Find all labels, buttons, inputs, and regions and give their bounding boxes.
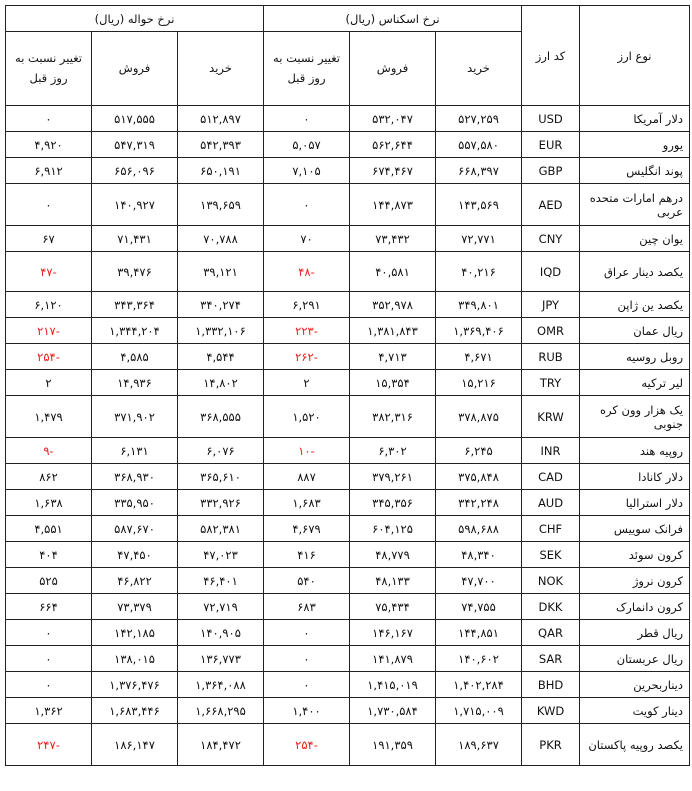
table-row (6, 226, 690, 252)
transfer-sell-cell: ۴۶,۸۲۲ (92, 568, 178, 594)
cash-sell-cell: ۷۵,۴۳۴ (350, 594, 436, 620)
cash-sell-cell: ۴,۷۱۳ (350, 344, 436, 370)
cash-buy-cell: ۴,۶۷۱ (436, 344, 522, 370)
transfer-change-cell: ۶,۹۱۲ (6, 158, 92, 184)
currency-name-cell: دینار کویت (580, 698, 690, 724)
transfer-buy-cell: ۱,۳۳۲,۱۰۶ (178, 318, 264, 344)
header-cash-buy: خرید (436, 32, 522, 106)
cash-sell-cell: ۵۶۲,۶۴۴ (350, 132, 436, 158)
currency-code-cell: CHF (522, 516, 580, 542)
currency-code-cell: TRY (522, 370, 580, 396)
currency-code-cell: NOK (522, 568, 580, 594)
transfer-change-cell: -۲۵۴ (6, 344, 92, 370)
transfer-buy-cell: ۵۸۲,۳۸۱ (178, 516, 264, 542)
currency-name-cell: دلار کانادا (580, 464, 690, 490)
table-row (6, 370, 690, 396)
header-cash-change: تغییر نسبت به روز قبل (264, 32, 350, 106)
cash-buy-cell: ۵۲۷,۲۵۹ (436, 106, 522, 132)
currency-name-cell: کرون نروژ (580, 568, 690, 594)
cash-buy-cell: ۱,۳۶۹,۴۰۶ (436, 318, 522, 344)
cash-buy-cell: ۴۸,۳۴۰ (436, 542, 522, 568)
currency-code-cell: JPY (522, 292, 580, 318)
currency-name-cell: کرون دانمارک (580, 594, 690, 620)
cash-sell-cell: ۵۳۲,۰۴۷ (350, 106, 436, 132)
currency-code-cell: QAR (522, 620, 580, 646)
cash-buy-cell: ۳۴۲,۲۴۸ (436, 490, 522, 516)
cash-buy-cell: ۱۸۹,۶۳۷ (436, 724, 522, 766)
transfer-sell-cell: ۳۹,۴۷۶ (92, 252, 178, 292)
transfer-buy-cell: ۱۴۰,۹۰۵ (178, 620, 264, 646)
transfer-change-cell: ۸۶۲ (6, 464, 92, 490)
transfer-buy-cell: ۱۸۴,۴۷۲ (178, 724, 264, 766)
transfer-change-cell: ۰ (6, 620, 92, 646)
cash-change-cell: ۷۰ (264, 226, 350, 252)
table-body (6, 106, 690, 766)
currency-code-cell: AED (522, 184, 580, 226)
cash-buy-cell: ۵۵۷,۵۸۰ (436, 132, 522, 158)
currency-name-cell: دلار آمریکا (580, 106, 690, 132)
currency-code-cell: KRW (522, 396, 580, 438)
transfer-buy-cell: ۳۴۰,۲۷۴ (178, 292, 264, 318)
currency-name-cell: یکصد ین ژاپن (580, 292, 690, 318)
transfer-sell-cell: ۶,۱۳۱ (92, 438, 178, 464)
cash-sell-cell: ۱,۳۸۱,۸۴۳ (350, 318, 436, 344)
currency-name-cell: کرون سوئد (580, 542, 690, 568)
transfer-sell-cell: ۱۳۸,۰۱۵ (92, 646, 178, 672)
transfer-sell-cell: ۱,۳۴۴,۲۰۴ (92, 318, 178, 344)
cash-sell-cell: ۱۴۱,۸۷۹ (350, 646, 436, 672)
transfer-buy-cell: ۶۵۰,۱۹۱ (178, 158, 264, 184)
currency-code-cell: PKR (522, 724, 580, 766)
cash-sell-cell: ۳۷۹,۲۶۱ (350, 464, 436, 490)
table-row (6, 464, 690, 490)
cash-buy-cell: ۵۹۸,۶۸۸ (436, 516, 522, 542)
header-transfer-group: نرخ حواله (ریال) (6, 6, 264, 32)
cash-sell-cell: ۶,۳۰۲ (350, 438, 436, 464)
table-row (6, 620, 690, 646)
transfer-change-cell: ۱,۶۳۸ (6, 490, 92, 516)
transfer-sell-cell: ۴,۵۸۵ (92, 344, 178, 370)
transfer-buy-cell: ۳۶۵,۶۱۰ (178, 464, 264, 490)
currency-code-cell: USD (522, 106, 580, 132)
cash-change-cell: ۶,۲۹۱ (264, 292, 350, 318)
transfer-sell-cell: ۱,۳۷۶,۴۷۶ (92, 672, 178, 698)
transfer-sell-cell: ۵۴۷,۳۱۹ (92, 132, 178, 158)
cash-change-cell: ۵۴۰ (264, 568, 350, 594)
table-row (6, 516, 690, 542)
cash-buy-cell: ۳۷۵,۸۴۸ (436, 464, 522, 490)
cash-buy-cell: ۳۴۹,۸۰۱ (436, 292, 522, 318)
transfer-sell-cell: ۵۸۷,۶۷۰ (92, 516, 178, 542)
cash-sell-cell: ۱۴۴,۸۷۳ (350, 184, 436, 226)
cash-change-cell: ۰ (264, 672, 350, 698)
currency-code-cell: INR (522, 438, 580, 464)
table-row (6, 646, 690, 672)
currency-name-cell: یوان چین (580, 226, 690, 252)
header-cash-sell: فروش (350, 32, 436, 106)
currency-name-cell: یورو (580, 132, 690, 158)
table-row (6, 724, 690, 766)
currency-name-cell: ریال عمان (580, 318, 690, 344)
cash-sell-cell: ۳۸۲,۳۱۶ (350, 396, 436, 438)
transfer-buy-cell: ۷۰,۷۸۸ (178, 226, 264, 252)
table-row (6, 672, 690, 698)
cash-change-cell: -۴۸ (264, 252, 350, 292)
transfer-sell-cell: ۳۷۱,۹۰۲ (92, 396, 178, 438)
transfer-change-cell: ۶,۱۲۰ (6, 292, 92, 318)
currency-name-cell: درهم امارات متحده عربی (580, 184, 690, 226)
transfer-sell-cell: ۱۴۰,۹۲۷ (92, 184, 178, 226)
transfer-sell-cell: ۱,۶۸۳,۴۴۶ (92, 698, 178, 724)
currency-code-cell: RUB (522, 344, 580, 370)
currency-name-cell: پوند انگلیس (580, 158, 690, 184)
cash-buy-cell: ۶۶۸,۳۹۷ (436, 158, 522, 184)
transfer-buy-cell: ۵۱۲,۸۹۷ (178, 106, 264, 132)
currency-code-cell: CNY (522, 226, 580, 252)
cash-sell-cell: ۳۴۵,۳۵۶ (350, 490, 436, 516)
transfer-sell-cell: ۳۶۸,۹۳۰ (92, 464, 178, 490)
cash-change-cell: ۵,۰۵۷ (264, 132, 350, 158)
cash-sell-cell: ۶۷۴,۴۶۷ (350, 158, 436, 184)
transfer-change-cell: ۶۶۴ (6, 594, 92, 620)
cash-change-cell: ۸۸۷ (264, 464, 350, 490)
cash-change-cell: -۱۰ (264, 438, 350, 464)
transfer-buy-cell: ۱,۶۶۸,۲۹۵ (178, 698, 264, 724)
cash-buy-cell: ۳۷۸,۸۷۵ (436, 396, 522, 438)
transfer-buy-cell: ۴۷,۰۲۳ (178, 542, 264, 568)
currency-code-cell: SAR (522, 646, 580, 672)
currency-name-cell: فرانک سوییس (580, 516, 690, 542)
transfer-change-cell: ۲ (6, 370, 92, 396)
transfer-change-cell: ۴۰۴ (6, 542, 92, 568)
transfer-buy-cell: ۳۹,۱۲۱ (178, 252, 264, 292)
cash-change-cell: ۰ (264, 620, 350, 646)
cash-change-cell: ۴۱۶ (264, 542, 350, 568)
table-row (6, 344, 690, 370)
transfer-change-cell: -۲۴۷ (6, 724, 92, 766)
cash-sell-cell: ۳۵۲,۹۷۸ (350, 292, 436, 318)
header-transfer-change: تغییر نسبت به روز قبل (6, 32, 92, 106)
currency-name-cell: ریال عربستان (580, 646, 690, 672)
cash-sell-cell: ۴۰,۵۸۱ (350, 252, 436, 292)
currency-code-cell: OMR (522, 318, 580, 344)
cash-change-cell: ۱,۵۲۰ (264, 396, 350, 438)
cash-change-cell: ۱,۶۸۳ (264, 490, 350, 516)
table-row (6, 698, 690, 724)
currency-name-cell: یکصد دینار عراق (580, 252, 690, 292)
cash-sell-cell: ۱,۷۳۰,۵۸۴ (350, 698, 436, 724)
currency-code-cell: BHD (522, 672, 580, 698)
cash-buy-cell: ۱۴۴,۸۵۱ (436, 620, 522, 646)
table-row (6, 568, 690, 594)
transfer-sell-cell: ۷۳,۳۷۹ (92, 594, 178, 620)
cash-change-cell: ۴,۶۷۹ (264, 516, 350, 542)
cash-buy-cell: ۱,۴۰۲,۲۸۴ (436, 672, 522, 698)
table-row (6, 594, 690, 620)
table-row (6, 106, 690, 132)
table-row (6, 252, 690, 292)
transfer-sell-cell: ۱۸۶,۱۴۷ (92, 724, 178, 766)
transfer-sell-cell: ۷۱,۴۳۱ (92, 226, 178, 252)
transfer-change-cell: ۴,۹۲۰ (6, 132, 92, 158)
cash-change-cell: -۲۶۲ (264, 344, 350, 370)
cash-change-cell: -۲۲۳ (264, 318, 350, 344)
transfer-change-cell: ۵۲۵ (6, 568, 92, 594)
currency-code-cell: DKK (522, 594, 580, 620)
transfer-change-cell: ۴,۵۵۱ (6, 516, 92, 542)
currency-code-cell: IQD (522, 252, 580, 292)
transfer-sell-cell: ۳۳۵,۹۵۰ (92, 490, 178, 516)
cash-change-cell: ۰ (264, 184, 350, 226)
table-row (6, 396, 690, 438)
transfer-change-cell: -۲۱۷ (6, 318, 92, 344)
table-row (6, 184, 690, 226)
transfer-buy-cell: ۱,۳۶۴,۰۸۸ (178, 672, 264, 698)
transfer-sell-cell: ۵۱۷,۵۵۵ (92, 106, 178, 132)
transfer-sell-cell: ۱۴۲,۱۸۵ (92, 620, 178, 646)
cash-buy-cell: ۶,۲۴۵ (436, 438, 522, 464)
cash-buy-cell: ۷۴,۷۵۵ (436, 594, 522, 620)
transfer-buy-cell: ۳۳۲,۹۲۶ (178, 490, 264, 516)
table-row (6, 542, 690, 568)
currency-code-cell: EUR (522, 132, 580, 158)
exchange-rates-table (5, 5, 690, 766)
table-row (6, 490, 690, 516)
transfer-buy-cell: ۱۳۹,۶۵۹ (178, 184, 264, 226)
transfer-buy-cell: ۱۴,۸۰۲ (178, 370, 264, 396)
currency-name-cell: دیناربحرین (580, 672, 690, 698)
cash-buy-cell: ۱,۷۱۵,۰۰۹ (436, 698, 522, 724)
cash-change-cell: ۲ (264, 370, 350, 396)
transfer-sell-cell: ۱۴,۹۳۶ (92, 370, 178, 396)
transfer-change-cell: ۰ (6, 106, 92, 132)
transfer-change-cell: ۱,۳۶۲ (6, 698, 92, 724)
transfer-buy-cell: ۳۶۸,۵۵۵ (178, 396, 264, 438)
header-cash-group: نرخ اسکناس (ریال) (264, 6, 522, 32)
transfer-buy-cell: ۴۶,۴۰۱ (178, 568, 264, 594)
cash-sell-cell: ۶۰۴,۱۲۵ (350, 516, 436, 542)
currency-code-cell: KWD (522, 698, 580, 724)
cash-sell-cell: ۴۸,۷۷۹ (350, 542, 436, 568)
currency-name-cell: ریال قطر (580, 620, 690, 646)
table-row (6, 292, 690, 318)
transfer-sell-cell: ۳۴۳,۳۶۴ (92, 292, 178, 318)
cash-sell-cell: ۱,۴۱۵,۰۱۹ (350, 672, 436, 698)
transfer-change-cell: ۰ (6, 184, 92, 226)
currency-name-cell: یکصد روپیه پاکستان (580, 724, 690, 766)
table-row (6, 438, 690, 464)
transfer-buy-cell: ۶,۰۷۶ (178, 438, 264, 464)
currency-code-cell: GBP (522, 158, 580, 184)
cash-change-cell: ۰ (264, 646, 350, 672)
cash-sell-cell: ۱۴۶,۱۶۷ (350, 620, 436, 646)
currency-name-cell: روبل روسیه (580, 344, 690, 370)
transfer-buy-cell: ۷۲,۷۱۹ (178, 594, 264, 620)
transfer-buy-cell: ۱۳۶,۷۷۳ (178, 646, 264, 672)
cash-buy-cell: ۷۲,۷۷۱ (436, 226, 522, 252)
cash-change-cell: ۱,۴۰۰ (264, 698, 350, 724)
transfer-change-cell: ۰ (6, 646, 92, 672)
cash-sell-cell: ۷۳,۴۳۲ (350, 226, 436, 252)
currency-code-cell: SEK (522, 542, 580, 568)
currency-code-cell: CAD (522, 464, 580, 490)
table-row (6, 318, 690, 344)
table-row (6, 158, 690, 184)
header-currency-code: کد ارز (522, 6, 580, 106)
transfer-sell-cell: ۴۷,۴۵۰ (92, 542, 178, 568)
header-transfer-sell: فروش (92, 32, 178, 106)
transfer-sell-cell: ۶۵۶,۰۹۶ (92, 158, 178, 184)
transfer-buy-cell: ۴,۵۴۴ (178, 344, 264, 370)
cash-sell-cell: ۱۵,۳۵۴ (350, 370, 436, 396)
transfer-change-cell: ۱,۴۷۹ (6, 396, 92, 438)
transfer-change-cell: ۰ (6, 672, 92, 698)
table-header (6, 6, 690, 106)
cash-buy-cell: ۴۷,۷۰۰ (436, 568, 522, 594)
cash-change-cell: ۷,۱۰۵ (264, 158, 350, 184)
cash-sell-cell: ۴۸,۱۳۳ (350, 568, 436, 594)
currency-name-cell: یک هزار وون کره جنوبی (580, 396, 690, 438)
cash-change-cell: ۰ (264, 106, 350, 132)
header-transfer-buy: خرید (178, 32, 264, 106)
cash-change-cell: -۲۵۴ (264, 724, 350, 766)
transfer-change-cell: -۹ (6, 438, 92, 464)
cash-buy-cell: ۱۵,۲۱۶ (436, 370, 522, 396)
transfer-change-cell: ۶۷ (6, 226, 92, 252)
currency-name-cell: روپیه هند (580, 438, 690, 464)
currency-code-cell: AUD (522, 490, 580, 516)
currency-name-cell: لیر ترکیه (580, 370, 690, 396)
transfer-change-cell: -۴۷ (6, 252, 92, 292)
currency-name-cell: دلار استرالیا (580, 490, 690, 516)
cash-buy-cell: ۱۴۳,۵۶۹ (436, 184, 522, 226)
cash-buy-cell: ۱۴۰,۶۰۲ (436, 646, 522, 672)
cash-sell-cell: ۱۹۱,۳۵۹ (350, 724, 436, 766)
table-row (6, 132, 690, 158)
cash-buy-cell: ۴۰,۲۱۶ (436, 252, 522, 292)
transfer-buy-cell: ۵۴۲,۳۹۳ (178, 132, 264, 158)
cash-change-cell: ۶۸۳ (264, 594, 350, 620)
header-currency-name: نوع ارز (580, 6, 690, 106)
